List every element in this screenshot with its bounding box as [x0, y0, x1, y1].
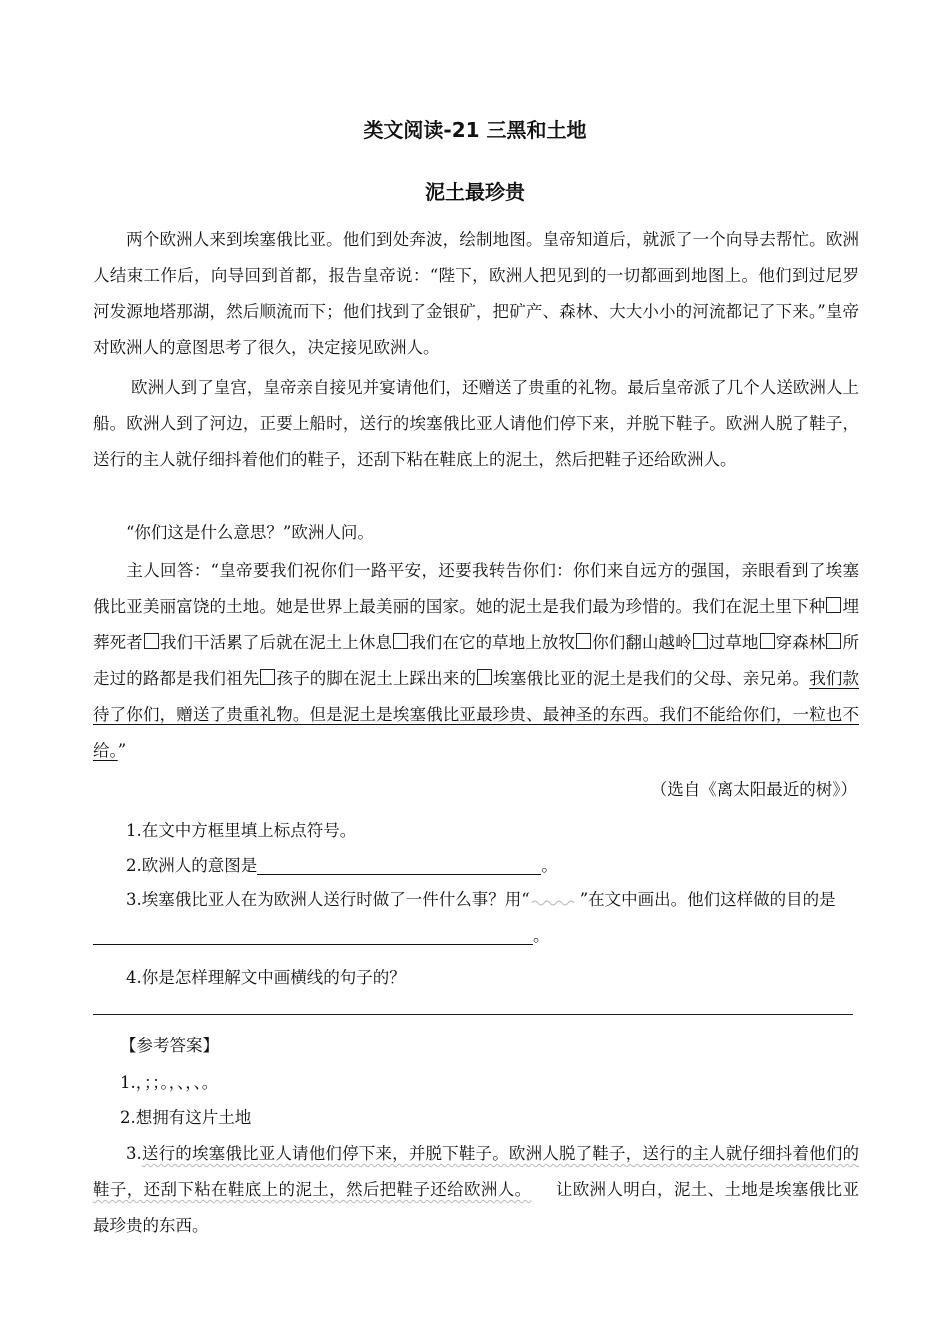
punctuation-box[interactable] [144, 633, 159, 649]
answer-line[interactable] [93, 1014, 853, 1015]
passage-paragraph-1: 两个欧洲人来到埃塞俄比亚。他们到处奔波，绘制地图。皇帝知道后，就派了一个向导去帮忙。欧洲人结束工作后，向导回到首都，报告皇帝说：“陛下，欧洲人把见到的一切都画到地图上。他们到过尼罗河发源地塔那湖，然后顺流而下；他们找到了金银矿，把矿产、森林、大大小小的河流都记了下来。”皇帝对欧洲人的意图思考了很久，决定接见欧洲人。 [93, 230, 859, 357]
answer-1: 1.，；；。，、，、。 [120, 1073, 219, 1092]
question-3: 3.埃塞俄比亚人在为欧洲人送行时做了一件什么事？用“ ”在文中画出。他们这样做的目的是。 [93, 882, 859, 954]
passage-paragraph-4: 主人回答：“皇帝要我们祝你们一路平安，还要我转告你们：你们来自远方的强国，亲眼看到了埃塞俄比亚美丽富饶的土地。她是世界上最美丽的国家。她的泥土是我们最为珍惜的。我们在泥土里下种 埋葬死者 我们干活累了后就在泥土上休息 我们在它的草地上放牧 你们翻山越岭 过草地 穿森林 所走过的路都是我们祖先 孩子的脚在泥土上踩出来的 埃塞俄比亚的泥土是我们的父母、亲兄弟。我们款待了你们，赠送了贵重礼物。但是泥土是埃塞俄比亚最珍贵、最神圣的东西。我们不能给你们，一粒也不给。” [93, 561, 860, 760]
passage-paragraph-2: 欧洲人到了皇宫，皇帝亲自接见并宴请他们，还赠送了贵重的礼物。最后皇帝派了几个人送欧洲人上船。欧洲人到了河边，正要上船时，送行的埃塞俄比亚人请他们停下来，并脱下鞋子。欧洲人脱了鞋子，送行的主人就仔细抖着他们的鞋子，还刮下粘在鞋底上的泥土，然后把鞋子还给欧洲人。 [93, 378, 860, 469]
answer-3: 3.送行的埃塞俄比亚人请他们停下来，并脱下鞋子。欧洲人脱了鞋子，送行的主人就仔细抖着他们的鞋子，还刮下粘在鞋底上的泥土，然后把鞋子还给欧洲人。 让欧洲人明白，泥土、土地是埃塞俄比亚最珍贵的东西。 [93, 1144, 860, 1235]
answer-heading: 【参考答案】 [120, 1036, 219, 1055]
punctuation-box[interactable] [260, 669, 275, 685]
question-1: 1.在文中方框里填上标点符号。 [126, 821, 357, 840]
answer-blank[interactable] [257, 856, 541, 875]
wavy-marked-text: 送行的埃塞俄比亚人请他们停下来，并脱下鞋子。欧洲人脱了鞋子，送行的主人就仔细抖着他们的鞋子，还刮下粘在鞋底上的泥土，然后把鞋子还给欧洲人。 [93, 1144, 859, 1199]
page-title: 类文阅读-21 三黑和土地 [363, 118, 587, 142]
punctuation-box[interactable] [826, 597, 841, 613]
wavy-line-icon [530, 895, 580, 907]
punctuation-box[interactable] [576, 633, 591, 649]
passage-paragraph-3: “你们这是什么意思？”欧洲人问。 [126, 523, 374, 542]
punctuation-box[interactable] [393, 633, 408, 649]
source-citation: （选自《离太阳最近的树》） [650, 780, 857, 799]
punctuation-box[interactable] [826, 633, 841, 649]
answer-blank[interactable] [93, 926, 533, 945]
underlined-sentence: 我们款待了你们，赠送了贵重礼物。但是泥土是埃塞俄比亚最珍贵、最神圣的东西。我们不能给你们，一粒也不给。 [93, 669, 860, 760]
question-4: 4.你是怎样理解文中画横线的句子的？ [126, 968, 406, 987]
punctuation-box[interactable] [693, 633, 708, 649]
answer-2: 2.想拥有这片土地 [120, 1108, 252, 1127]
punctuation-box[interactable] [477, 669, 492, 685]
punctuation-box[interactable] [760, 633, 775, 649]
passage-title: 泥土最珍贵 [425, 180, 525, 204]
question-2: 2.欧洲人的意图是 。 [126, 856, 558, 875]
